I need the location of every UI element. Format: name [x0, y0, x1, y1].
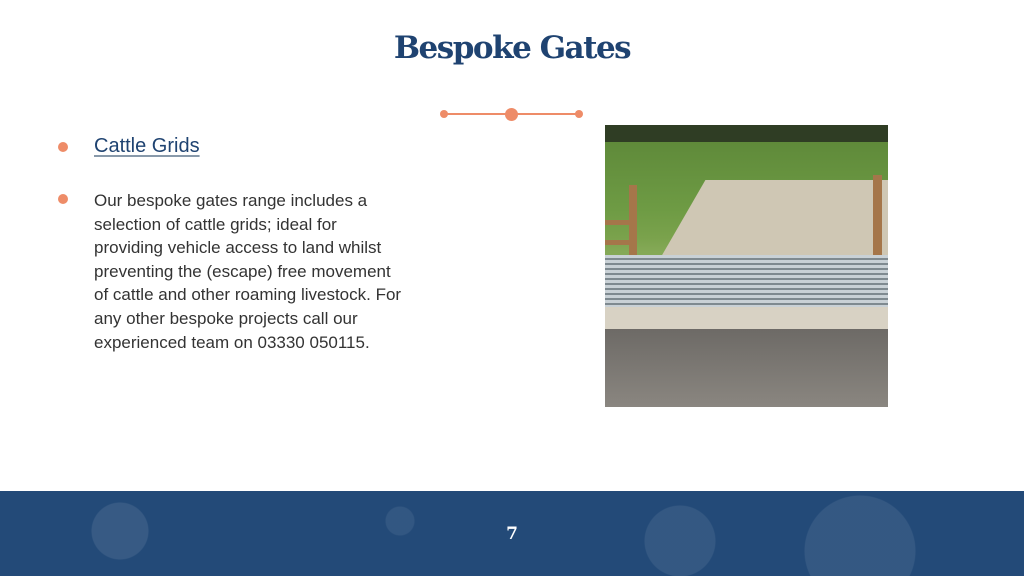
body-line: selection of cattle grids; ideal for: [94, 214, 337, 234]
photo-fence-post: [873, 175, 882, 265]
photo-fence-rail: [605, 220, 635, 225]
bullet-dot: [58, 194, 68, 204]
photo-slab: [605, 307, 888, 329]
photo-tarmac: [605, 329, 888, 407]
bullet-dot: [58, 142, 68, 152]
body-line: any other bespoke projects call our: [94, 308, 358, 328]
photo-grid: [605, 255, 888, 307]
body-line: Our bespoke gates range includes a: [94, 191, 368, 210]
slide-title: Bespoke Gates: [393, 30, 631, 66]
body-line: of cattle and other roaming livestock. For: [94, 285, 402, 305]
divider-dot-right: [575, 110, 583, 118]
photo-fence-post: [629, 185, 637, 265]
divider-dot-left: [440, 110, 448, 118]
page-number: 7: [506, 524, 518, 544]
body-line: experienced team on 03330 050115.: [94, 332, 370, 352]
title-divider: [440, 108, 585, 120]
bullet-body-text: [94, 189, 401, 354]
cattle-grid-photo: [605, 125, 888, 407]
body-line: preventing the (escape) free movement: [94, 261, 391, 281]
cattle-grids-link[interactable]: Cattle Grids: [94, 135, 200, 157]
photo-fence-rail: [605, 240, 635, 245]
divider-dot-center: [505, 108, 518, 121]
body-line: providing vehicle access to land whilst: [94, 238, 382, 258]
